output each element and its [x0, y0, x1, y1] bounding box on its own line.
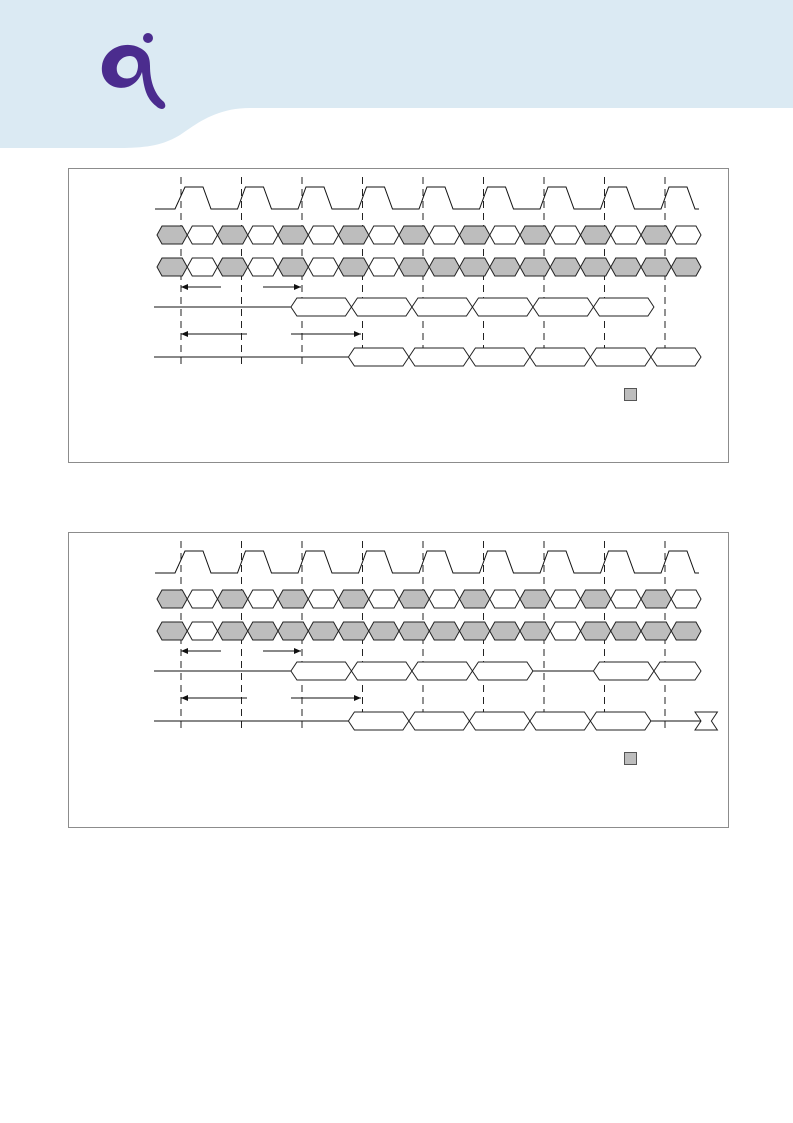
- data-bus-a-cell: [581, 226, 611, 244]
- data-bus-b-cell: [369, 622, 399, 640]
- output-b-data-cell: [348, 348, 409, 366]
- data-bus-b-cell: [490, 622, 520, 640]
- data-bus-a-cell: [308, 590, 338, 608]
- data-bus-a-cell: [278, 226, 308, 244]
- data-bus-a-cell: [399, 226, 429, 244]
- data-bus-b-cell: [460, 258, 490, 276]
- output-a-data-cell: [654, 662, 701, 680]
- data-bus-b-cell: [490, 258, 520, 276]
- output-b-data-cell: [409, 712, 470, 730]
- data-bus-a-cell: [581, 590, 611, 608]
- output-b-data-cell: [348, 712, 409, 730]
- clock-waveform: [155, 551, 699, 573]
- data-bus-a-cell: [399, 590, 429, 608]
- data-bus-b-cell: [399, 258, 429, 276]
- data-bus-a-cell: [308, 226, 338, 244]
- data-bus-a-cell: [641, 590, 671, 608]
- output-a-data-cell: [593, 298, 654, 316]
- output-a-data-cell: [412, 298, 473, 316]
- timing-diagram-frame-1: [68, 168, 729, 463]
- data-bus-b-cell: [671, 622, 701, 640]
- data-bus-a-cell: [218, 226, 248, 244]
- data-bus-b-cell: [550, 622, 580, 640]
- data-bus-b-cell: [520, 258, 550, 276]
- data-bus-b-cell: [278, 622, 308, 640]
- data-bus-b-cell: [581, 258, 611, 276]
- data-bus-b-cell: [429, 622, 459, 640]
- output-a-data-cell: [291, 298, 352, 316]
- data-bus-a-cell: [429, 590, 459, 608]
- output-b-data-cell: [469, 712, 530, 730]
- data-bus-a-cell: [218, 590, 248, 608]
- data-bus-b-cell: [248, 622, 278, 640]
- data-bus-a-cell: [671, 226, 701, 244]
- data-bus-a-cell: [611, 590, 641, 608]
- data-bus-b-cell: [520, 622, 550, 640]
- data-bus-b-cell: [369, 258, 399, 276]
- data-bus-a-cell: [611, 226, 641, 244]
- data-bus-b-cell: [248, 258, 278, 276]
- data-bus-a-cell: [157, 590, 187, 608]
- output-a-data-cell: [351, 298, 412, 316]
- data-bus-a-cell: [339, 590, 369, 608]
- output-a-data-cell: [351, 662, 412, 680]
- data-bus-a-cell: [671, 590, 701, 608]
- output-a-data-cell: [472, 298, 533, 316]
- data-bus-a-cell: [278, 590, 308, 608]
- data-bus-a-cell: [248, 226, 278, 244]
- output-b-data-cell: [590, 348, 651, 366]
- data-bus-b-cell: [339, 258, 369, 276]
- output-a-data-cell: [412, 662, 473, 680]
- output-b-data-cell: [530, 712, 591, 730]
- company-logo-icon: [96, 28, 168, 120]
- data-bus-a-cell: [369, 590, 399, 608]
- data-bus-b-cell: [550, 258, 580, 276]
- data-bus-a-cell: [429, 226, 459, 244]
- data-bus-a-cell: [490, 590, 520, 608]
- data-bus-a-cell: [520, 590, 550, 608]
- data-bus-b-cell: [460, 622, 490, 640]
- data-bus-b-cell: [641, 258, 671, 276]
- data-bus-a-cell: [369, 226, 399, 244]
- data-bus-b-cell: [429, 258, 459, 276]
- output-a-data-cell: [593, 662, 654, 680]
- data-bus-a-cell: [187, 226, 217, 244]
- data-bus-b-cell: [308, 622, 338, 640]
- clock-waveform: [155, 187, 699, 209]
- data-bus-a-cell: [157, 226, 187, 244]
- data-bus-a-cell: [248, 590, 278, 608]
- output-a-data-cell: [533, 298, 594, 316]
- timing-diagram-2: [69, 533, 730, 829]
- data-bus-b-cell: [611, 258, 641, 276]
- latency-arrow-b: [181, 331, 361, 337]
- data-bus-a-cell: [339, 226, 369, 244]
- data-bus-b-cell: [278, 258, 308, 276]
- output-a-data-cell: [472, 662, 533, 680]
- data-bus-a-cell: [460, 590, 490, 608]
- data-bus-a-cell: [641, 226, 671, 244]
- legend-shaded-swatch-icon: [624, 752, 637, 765]
- data-bus-b-cell: [308, 258, 338, 276]
- data-bus-a-cell: [520, 226, 550, 244]
- data-bus-a-cell: [460, 226, 490, 244]
- data-bus-a-cell: [550, 590, 580, 608]
- output-b-data-cell: [409, 348, 470, 366]
- legend-shaded-swatch-icon: [624, 388, 637, 401]
- data-bus-b-cell: [641, 622, 671, 640]
- data-bus-b-cell: [157, 258, 187, 276]
- timing-diagram-frame-2: [68, 532, 729, 828]
- data-bus-b-cell: [218, 258, 248, 276]
- data-bus-b-cell: [339, 622, 369, 640]
- data-bus-b-cell: [187, 258, 217, 276]
- output-b-data-cell: [530, 348, 591, 366]
- output-b-data-cell: [651, 348, 701, 366]
- data-bus-b-cell: [671, 258, 701, 276]
- output-a-data-cell: [291, 662, 352, 680]
- data-bus-b-cell: [218, 622, 248, 640]
- timing-diagram-1: [69, 169, 730, 464]
- output-b-data-cell: [590, 712, 651, 730]
- data-bus-a-cell: [490, 226, 520, 244]
- data-bus-b-cell: [581, 622, 611, 640]
- data-bus-b-cell: [157, 622, 187, 640]
- data-bus-b-cell: [611, 622, 641, 640]
- data-bus-b-cell: [187, 622, 217, 640]
- data-bus-a-cell: [550, 226, 580, 244]
- data-bus-b-cell: [399, 622, 429, 640]
- output-b-data-cell: [469, 348, 530, 366]
- data-bus-a-cell: [187, 590, 217, 608]
- latency-arrow-b: [181, 695, 361, 701]
